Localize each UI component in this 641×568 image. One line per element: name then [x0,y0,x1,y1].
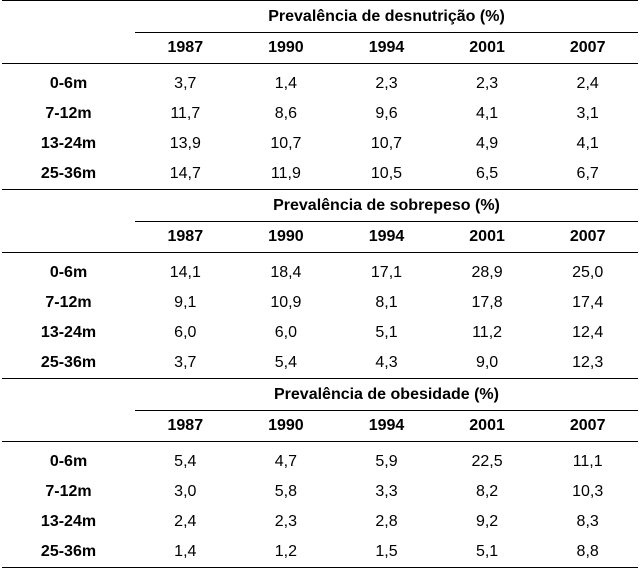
table-row [2,507,638,537]
year-header: 2007 [569,417,606,434]
year-header: 1987 [167,417,204,434]
table-cell: 2,3 [375,75,398,92]
table-cell: 6,7 [576,165,599,182]
table-cell: 9,2 [475,513,499,530]
table-cell: 10,5 [370,165,403,182]
table-row [2,477,638,507]
table-cell: 5,1 [375,324,398,341]
table-cell: 18,4 [270,264,302,281]
table-row [2,447,638,477]
table-cell: 2,3 [475,75,499,92]
year-header: 1987 [167,228,204,245]
table-cell: 10,7 [370,135,403,152]
table-cell: 6,0 [174,324,197,341]
year-header: 2001 [469,39,505,56]
year-header: 2001 [469,228,505,245]
table-cell: 11,7 [170,105,201,122]
row-label: 0-6m [49,264,88,281]
row-label: 25-36m [40,354,97,371]
table-cell: 2,3 [274,513,298,530]
table-cell: 6,5 [475,165,499,182]
table-cell: 28,9 [471,264,503,281]
table-row [2,99,638,129]
table-cell: 3,1 [576,105,599,122]
year-header: 1994 [368,39,405,56]
table-cell: 4,1 [475,105,499,122]
table-cell: 8,1 [375,294,398,311]
table-cell: 3,7 [174,354,197,371]
table-cell: 11,1 [572,453,603,470]
row-label: 0-6m [49,453,88,470]
table-cell: 17,1 [370,264,403,281]
year-header: 1994 [368,417,405,434]
table-cell: 5,4 [174,453,197,470]
table-row [2,318,638,348]
table-cell: 5,4 [274,354,298,371]
row-label: 13-24m [40,513,97,530]
section-title-row [2,379,638,410]
table-cell: 25,0 [572,264,604,281]
table-cell: 9,0 [475,354,499,371]
row-label: 7-12m [45,483,92,500]
table-cell: 1,5 [375,543,398,560]
year-header: 2001 [469,417,505,434]
table-cell: 5,8 [274,483,298,500]
row-label: 13-24m [40,324,97,341]
section-title: Prevalência de obesidade (%) [274,386,499,403]
table-cell: 11,9 [270,165,301,182]
row-label: 25-36m [40,543,97,560]
table-row [2,537,638,567]
row-label: 25-36m [40,165,97,182]
table-cell: 9,6 [375,105,398,122]
table-cell: 8,2 [475,483,499,500]
table-cell: 5,1 [475,543,499,560]
section-sobrepeso [2,189,638,378]
table-cell: 2,4 [174,513,197,530]
table-cell: 1,4 [174,543,197,560]
table-cell: 10,7 [270,135,302,152]
table-cell: 4,9 [475,135,499,152]
table-cell: 8,6 [274,105,298,122]
row-label: 7-12m [45,294,92,311]
table-cell: 9,1 [174,294,197,311]
table-cell: 22,5 [471,453,503,470]
table-row [2,258,638,288]
year-header: 1987 [167,39,204,56]
table-cell: 17,8 [471,294,503,311]
table-row [2,348,638,378]
table-cell: 17,4 [572,294,604,311]
header-row [2,33,638,63]
table-cell: 6,0 [274,324,298,341]
table-cell: 8,8 [576,543,599,560]
header-row [2,411,638,441]
table-cell: 14,1 [169,264,201,281]
table-cell: 5,9 [375,453,398,470]
table-row [2,69,638,99]
year-header: 1990 [268,39,304,56]
section-title: Prevalência de desnutrição (%) [268,8,505,25]
row-label: 7-12m [45,105,92,122]
table-cell: 12,4 [572,324,604,341]
table-cell: 3,0 [174,483,197,500]
section-title: Prevalência de sobrepeso (%) [273,197,500,214]
table-cell: 4,1 [576,135,599,152]
table-cell: 1,4 [274,75,298,92]
row-label: 0-6m [49,75,88,92]
table-cell: 11,2 [472,324,503,341]
header-row [2,222,638,252]
table-cell: 8,3 [576,513,599,530]
table-cell: 3,7 [174,75,197,92]
table-cell: 2,8 [375,513,398,530]
section-desnutricao [2,0,638,189]
table-cell: 13,9 [169,135,201,152]
table-cell: 10,9 [270,294,302,311]
table-cell: 12,3 [572,354,604,371]
table-cell: 14,7 [169,165,201,182]
table-cell: 10,3 [572,483,604,500]
table-cell: 2,4 [576,75,599,92]
year-header: 2007 [569,39,606,56]
year-header: 1994 [368,228,405,245]
table-cell: 1,2 [274,543,298,560]
year-header: 2007 [569,228,606,245]
table-cell: 4,7 [274,453,298,470]
row-label: 13-24m [40,135,97,152]
section-obesidade [2,378,638,568]
year-header: 1990 [268,417,304,434]
table-cell: 4,3 [375,354,398,371]
table-row [2,159,638,189]
section-title-row [2,190,638,221]
table-row [2,288,638,318]
year-header: 1990 [268,228,304,245]
section-title-row [2,1,638,32]
prevalence-table [2,0,638,568]
table-row [2,129,638,159]
table-cell: 3,3 [375,483,398,500]
